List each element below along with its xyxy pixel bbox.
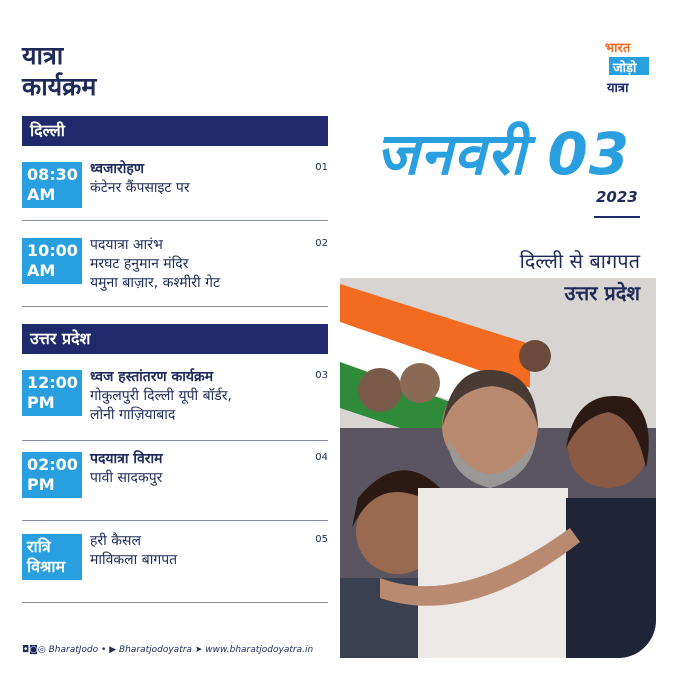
row-divider	[22, 306, 328, 307]
year-underline	[594, 216, 640, 218]
section-bar-delhi: दिल्ली	[22, 116, 328, 146]
year-label: 2023	[596, 188, 638, 206]
schedule-row-2	[22, 238, 328, 296]
state-text: उत्तर प्रदेश	[564, 281, 640, 305]
row-divider	[22, 440, 328, 441]
website-link[interactable]: www.bharatjodoyatra.in	[205, 645, 314, 655]
youtube-icon: ▶	[109, 645, 117, 655]
social-icons: ◘◙◎	[22, 645, 46, 655]
event-location: पावी सादकपुर	[90, 470, 163, 486]
title-line-2: कार्यक्रम	[22, 72, 97, 101]
event-details	[90, 160, 310, 198]
time-badge	[22, 370, 82, 416]
event-location: मरघट हनुमान मंदिर	[90, 256, 189, 272]
event-title: पदयात्रा आरंभ	[90, 237, 163, 253]
event-details	[90, 236, 310, 293]
time-line-2: PM	[27, 393, 55, 412]
youtube-handle[interactable]: Bharatjodoyatra	[118, 645, 192, 655]
row-divider	[22, 220, 328, 221]
route-text: दिल्ली से बागपत	[519, 249, 640, 273]
schedule-row-5	[22, 534, 328, 582]
time-line-2: PM	[27, 475, 55, 494]
bharat-jodo-yatra-logo	[603, 38, 659, 100]
time-line-1: 12:00	[27, 373, 78, 392]
date-heading: जनवरी 03	[376, 120, 631, 188]
rally-photo	[340, 278, 656, 658]
page-title	[22, 40, 182, 102]
event-location: माविकला बागपत	[90, 552, 178, 568]
event-details	[90, 450, 310, 488]
title-line-1: यात्रा	[22, 41, 64, 70]
logo-line-3: यात्रा	[607, 81, 629, 96]
time-badge	[22, 238, 82, 284]
social-handle[interactable]: BharatJodo	[48, 645, 99, 655]
time-badge	[22, 452, 82, 498]
event-details	[90, 532, 310, 570]
row-divider	[22, 602, 328, 603]
time-badge	[22, 534, 82, 580]
footer-social	[22, 645, 342, 655]
event-title: ध्वज हस्तांतरण कार्यक्रम	[90, 369, 214, 385]
event-title: पदयात्रा विराम	[90, 451, 163, 467]
schedule-row-3	[22, 370, 328, 430]
logo-line-2: जोड़ो	[613, 61, 637, 76]
event-location: कंटेनर कैंपसाइट पर	[90, 180, 190, 196]
photo-illustration	[340, 278, 656, 658]
time-line-2: AM	[27, 185, 56, 204]
event-number: 01	[315, 162, 328, 173]
time-line-1: 02:00	[27, 455, 78, 474]
section-bar-up: उत्तर प्रदेश	[22, 324, 328, 354]
event-number: 05	[315, 534, 328, 545]
event-title: ध्वजारोहण	[90, 161, 144, 177]
event-number: 04	[315, 452, 328, 463]
event-number: 02	[315, 238, 328, 249]
cursor-icon: ➤	[194, 645, 203, 655]
time-line-1: 08:30	[27, 165, 78, 184]
time-line-1: रात्रि	[27, 537, 51, 556]
event-title: हरी कैसल	[90, 533, 141, 549]
separator: •	[101, 645, 107, 655]
event-number: 03	[315, 370, 328, 381]
time-line-2: विश्राम	[27, 557, 66, 576]
event-details	[90, 368, 310, 425]
event-location: गोकुलपुरी दिल्ली यूपी बॉर्डर,	[90, 388, 232, 404]
schedule-row-4	[22, 452, 328, 500]
event-location-2: लोनी गाज़ियाबाद	[90, 407, 176, 423]
time-badge	[22, 162, 82, 208]
event-location-2: यमुना बाज़ार, कश्मीरी गेट	[90, 275, 221, 291]
logo-line-1: भारत	[605, 41, 631, 56]
schedule-row-1	[22, 162, 328, 210]
row-divider	[22, 520, 328, 521]
time-line-1: 10:00	[27, 241, 78, 260]
time-line-2: AM	[27, 261, 56, 280]
